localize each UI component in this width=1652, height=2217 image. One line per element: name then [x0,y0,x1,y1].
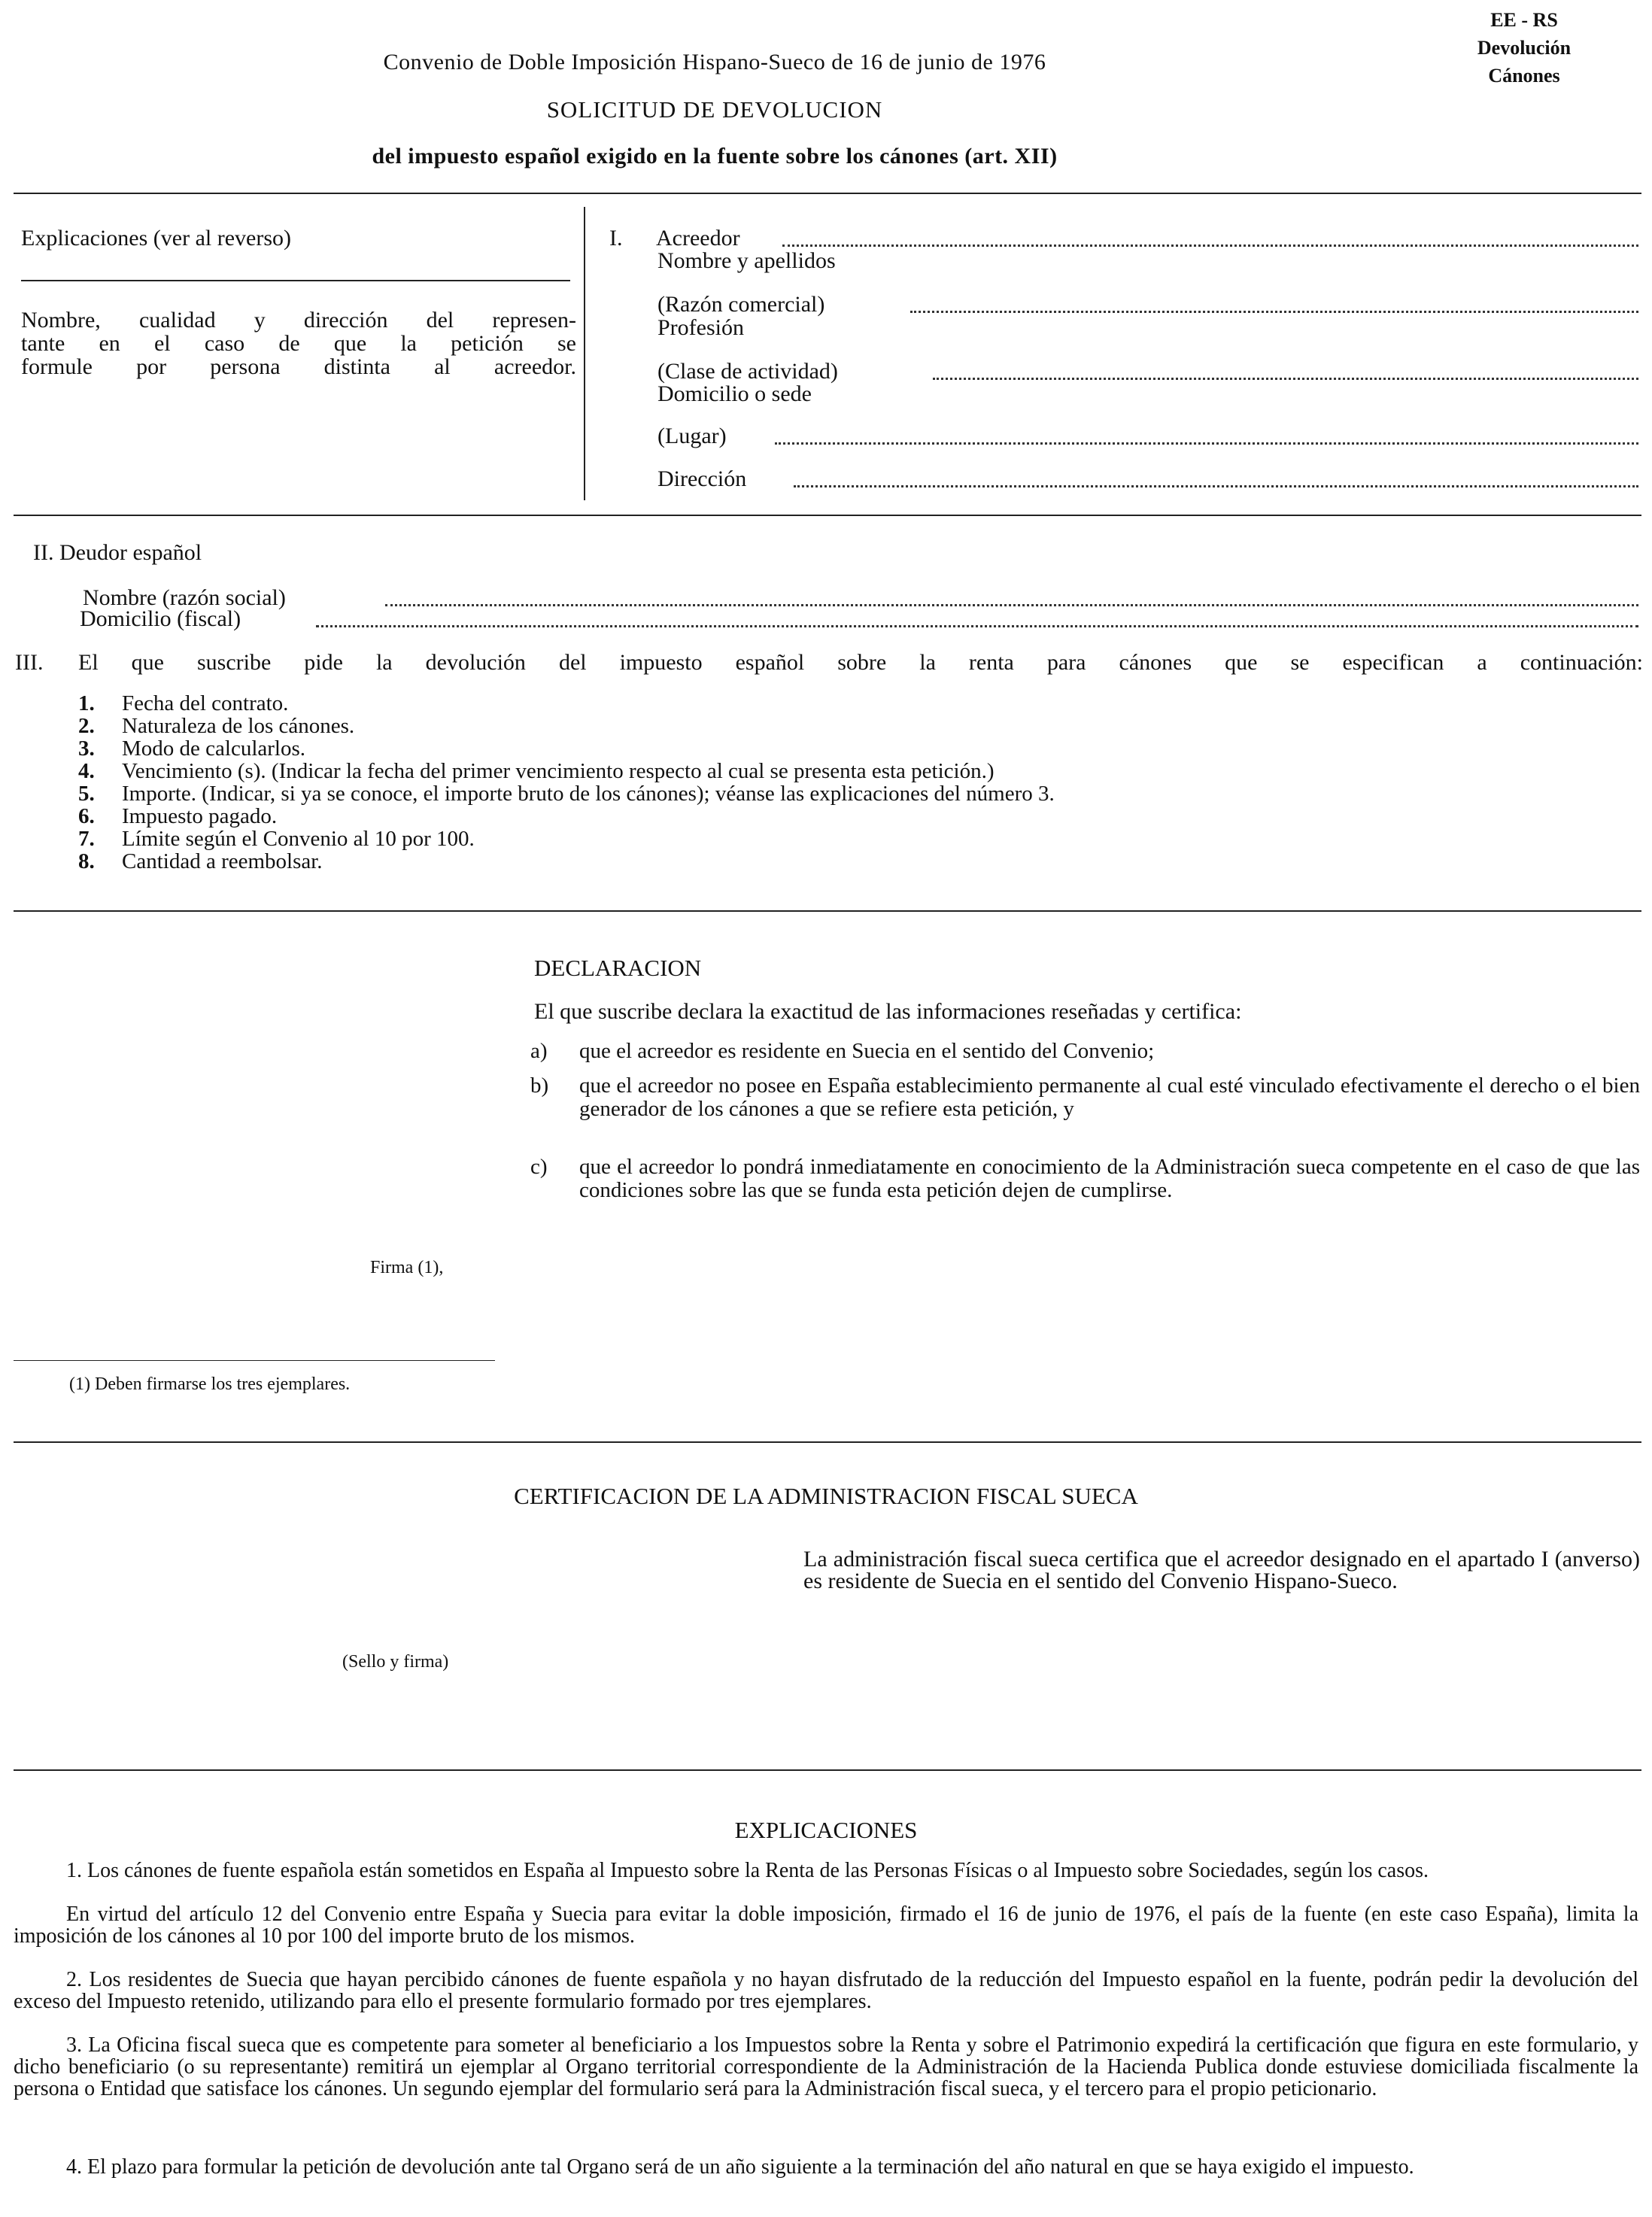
corner-code [1441,6,1607,90]
deudor-heading: II. Deudor español [33,540,202,565]
item-number: 1. [78,691,95,715]
divider [14,1769,1641,1771]
clase-actividad-label: (Clase de actividad) [657,359,838,384]
list-item [78,805,277,828]
item-number: 6. [78,804,95,828]
form-subtitle: SOLICITUD DE DEVOLUCION [546,96,883,123]
solicitud-intro: El que suscribe pide la devolución del impuesto español sobre la renta para cánones que se especifican a continuación: [78,650,1643,675]
declaracion-item-b [530,1074,1640,1149]
footnote: (1) Deben firmarse los tres ejemplares. [69,1374,351,1394]
deudor-domicilio-field[interactable] [316,625,1638,627]
item-label: a) [530,1039,548,1063]
corner-code-line: EE - RS [1490,9,1558,31]
declaracion-title: DECLARACION [534,955,702,981]
item-text: Cantidad a reembolsar. [122,849,323,873]
lugar-field[interactable] [775,442,1638,445]
divider [14,910,1641,912]
item-text: Límite según el Convenio al 10 por 100. [122,827,475,851]
razon-comercial-field[interactable] [910,311,1638,313]
item-number: 5. [78,782,95,806]
item-number: 8. [78,849,95,873]
explicacion-paragraph: 2. Los residentes de Suecia que hayan percibido cánones de fuente española y no hayan disfrutado de la reducción del Impuesto español en la fuente, podrán pedir la devolución del exceso del Impuesto retenido, utilizando para ello el presente formulario formado por tres ejemplares. [14,1968,1638,2013]
divider [14,1441,1641,1443]
list-item [78,782,1055,806]
divider [14,193,1641,194]
corner-code-line: Cánones [1488,65,1560,87]
direccion-label: Dirección [657,466,747,491]
item-text: que el acreedor no posee en España establecimiento permanente al cual esté vinculado efectivamente el derecho o el bien generador de los cánones a que se refiere esta petición, y [579,1074,1640,1121]
item-label: b) [530,1074,549,1098]
explicacion-paragraph: 1. Los cánones de fuente española están sometidos en España al Impuesto sobre la Renta de las Personas Físicas o al Impuesto sobre Sociedades, según los casos. [66,1859,1429,1882]
firma-label: Firma (1), [370,1258,444,1277]
section-numeral: III. [15,650,44,675]
list-item [78,850,323,873]
list-item [78,692,288,715]
footnote-rule [14,1360,495,1361]
item-text: Importe. (Indicar, si ya se conoce, el importe bruto de los cánones); véanse las explicaciones del número 3. [122,782,1055,806]
form-description: del impuesto español exigido en la fuente sobre los cánones (art. XII) [372,144,1058,169]
list-item [78,715,354,738]
declaracion-item-c [530,1156,1640,1231]
item-text: que el acreedor lo pondrá inmediatamente en conocimiento de la Administración sueca competente en el caso de que las condiciones sobre las que se funda esta petición dejen de cumplirse. [579,1155,1640,1202]
item-text: Fecha del contrato. [122,691,289,715]
explicaciones-note: Explicaciones (ver al reverso) [21,226,291,251]
declaracion-intro: El que suscribe declara la exactitud de las informaciones reseñadas y certifica: [534,999,1242,1024]
representante-label [21,308,576,378]
razon-comercial-label: (Razón comercial) [657,292,825,317]
item-text: que el acreedor es residente en Suecia en el sentido del Convenio; [579,1039,1155,1063]
deudor-nombre-field[interactable] [385,604,1638,606]
clase-actividad-field[interactable] [933,378,1638,380]
lugar-label: (Lugar) [657,424,727,448]
item-label: c) [530,1155,548,1179]
explicacion-paragraph: 4. El plazo para formular la petición de devolución ante tal Organo será de un año siguiente a la terminación del año natural en que se haya exigido el impuesto. [66,2155,1414,2179]
representante-line: formule por persona distinta al acreedor. [21,354,576,379]
list-item [78,737,305,761]
corner-code-line: Devolución [1477,37,1572,59]
item-text: Naturaleza de los cánones. [122,714,355,738]
direccion-field[interactable] [794,485,1638,487]
item-text: Vencimiento (s). (Indicar la fecha del primer vencimiento respecto al cual se presenta esta petición.) [122,759,995,783]
domicilio-sede-label: Domicilio o sede [657,381,812,406]
certificacion-text: La administración fiscal sueca certifica que el acreedor designado en el apartado I (anverso) es residente de Suecia en el sentido del Convenio Hispano-Sueco. [803,1547,1640,1593]
representante-line: Nombre, cualidad y dirección del represen- [21,308,576,333]
item-number: 3. [78,736,95,761]
panel-divider [584,207,585,500]
explicacion-paragraph: 3. La Oficina fiscal sueca que es competente para someter al beneficiario a los Impuestos sobre la Renta y sobre el Patrimonio expedirá la certificación que figura en este formulario, y dicho beneficiario (o su representante) remitirá un ejemplar al Organo territorial correspondiente de la Administración de la Hacienda Publica donde estuviese domiciliada fiscalmente la persona o Entidad que satisface los cánones. Un segundo ejemplar del formulario será para la Administración fiscal sueca, y el tercero para el propio peticionario. [14,2033,1638,2100]
divider [21,280,570,281]
item-number: 7. [78,827,95,851]
nombre-apellidos-label: Nombre y apellidos [657,248,836,273]
divider [14,515,1641,516]
item-text: Impuesto pagado. [122,804,278,828]
representante-line: tante en el caso de que la petición se [21,331,576,356]
deudor-nombre-label: Nombre (razón social) [83,585,286,610]
acreedor-label: Acreedor [656,226,740,251]
declaracion-item-a [530,1040,1640,1065]
item-text: Modo de calcularlos. [122,736,306,761]
profesion-label: Profesión [657,315,744,340]
explicaciones-title: EXPLICACIONES [734,1817,918,1843]
acreedor-field[interactable] [782,244,1638,247]
explicacion-paragraph: En virtud del artículo 12 del Convenio entre España y Suecia para evitar la doble imposición, firmado el 16 de junio de 1976, el país de la fuente (en este caso España), limita la imposición de los cánones al 10 por 100 del importe bruto de los mismos. [14,1903,1638,1948]
list-item [78,760,995,783]
item-number: 2. [78,714,95,738]
list-item [78,828,475,851]
sello-label: (Sello y firma) [342,1652,449,1672]
section-numeral: I. [609,226,623,251]
certificacion-title: CERTIFICACION DE LA ADMINISTRACION FISCAL SUECA [514,1483,1138,1509]
deudor-domicilio-label: Domicilio (fiscal) [80,606,241,631]
item-number: 4. [78,759,95,783]
form-title: Convenio de Doble Imposición Hispano-Sueco de 16 de junio de 1976 [383,50,1046,74]
